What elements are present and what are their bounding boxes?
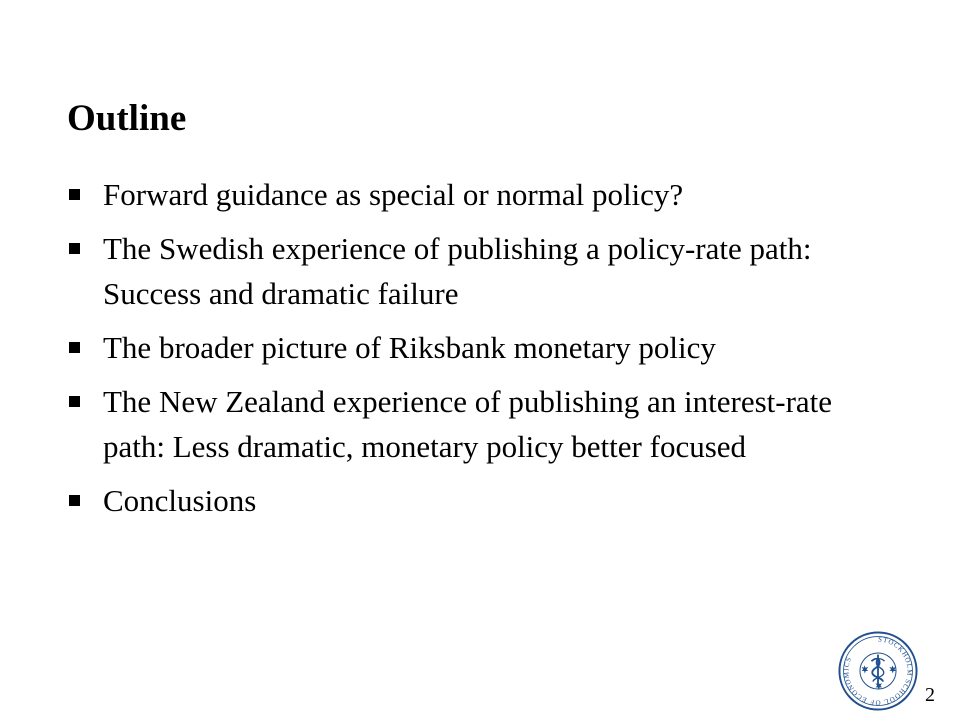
stockholm-school-of-economics-logo [837,630,919,712]
bullet-item [67,325,887,370]
bullet-text: The Swedish experience of publishing a policy-rate path: Success and dramatic failure [103,231,812,311]
bullet-list [67,172,887,532]
page-number: 2 [925,684,935,706]
square-bullet-icon [69,189,80,200]
square-bullet-icon [69,243,80,254]
bullet-item [67,379,887,469]
bullet-text: Conclusions [103,483,257,518]
bullet-text: The broader picture of Riksbank monetary policy [103,330,716,365]
bullet-text: The New Zealand experience of publishing an interest-rate path: Less dramatic, monetary policy better focused [103,384,833,464]
logo-text: STOCKHOLM SCHOOL OF ECONOMICS [842,635,914,707]
square-bullet-icon [69,495,80,506]
bullet-item [67,226,887,316]
bullet-item [67,478,887,523]
bullet-text: Forward guidance as special or normal policy? [103,177,684,212]
square-bullet-icon [69,396,80,407]
square-bullet-icon [69,342,80,353]
bullet-item [67,172,887,217]
slide-title: Outline [67,98,187,139]
